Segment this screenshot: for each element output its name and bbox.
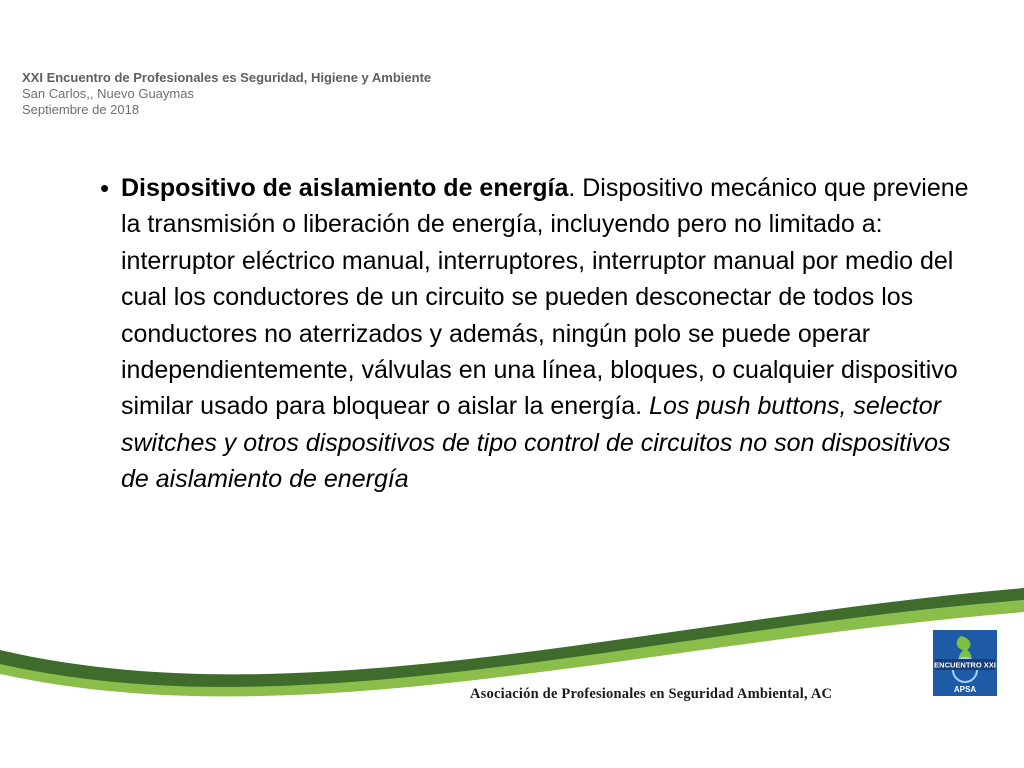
encuentro-logo: [933, 630, 997, 696]
event-title: XXI Encuentro de Profesionales es Seguridad, Higiene y Ambiente: [22, 70, 432, 85]
bullet-icon: •: [100, 173, 110, 203]
event-location: San Carlos,, Nuevo Guaymas: [22, 86, 194, 101]
event-date: Septiembre de 2018: [22, 102, 140, 117]
event-header: [22, 70, 452, 118]
organization-name: Asociación de Profesionales en Seguridad Ambiental, AC: [470, 686, 833, 702]
definition-term: Dispositivo de aislamiento de energía: [121, 174, 569, 202]
definition-text: [121, 170, 980, 498]
definition-note: Los push buttons, selector switches y otros dispositivos de tipo control de circuitos no son dispositivos de aislamiento de energía: [121, 392, 951, 494]
logo-text-bottom: APSA: [953, 685, 977, 694]
definition-bullet: [100, 170, 980, 498]
definition-body: . Dispositivo mecánico que previene la transmisión o liberación de energía, incluyendo pero no limitado a: interruptor eléctrico manual, interruptores, interruptor manual por medio del cual los conductores de un circuito se pueden desconectar de todos los conductores no aterrizados y además, ningún polo se puede operar independientemente, válvulas en una línea, bloques, o cualquier dispositivo similar usado para bloquear o aislar la energía.: [121, 174, 969, 421]
logo-text-top: ENCUENTRO XXI: [934, 660, 996, 670]
